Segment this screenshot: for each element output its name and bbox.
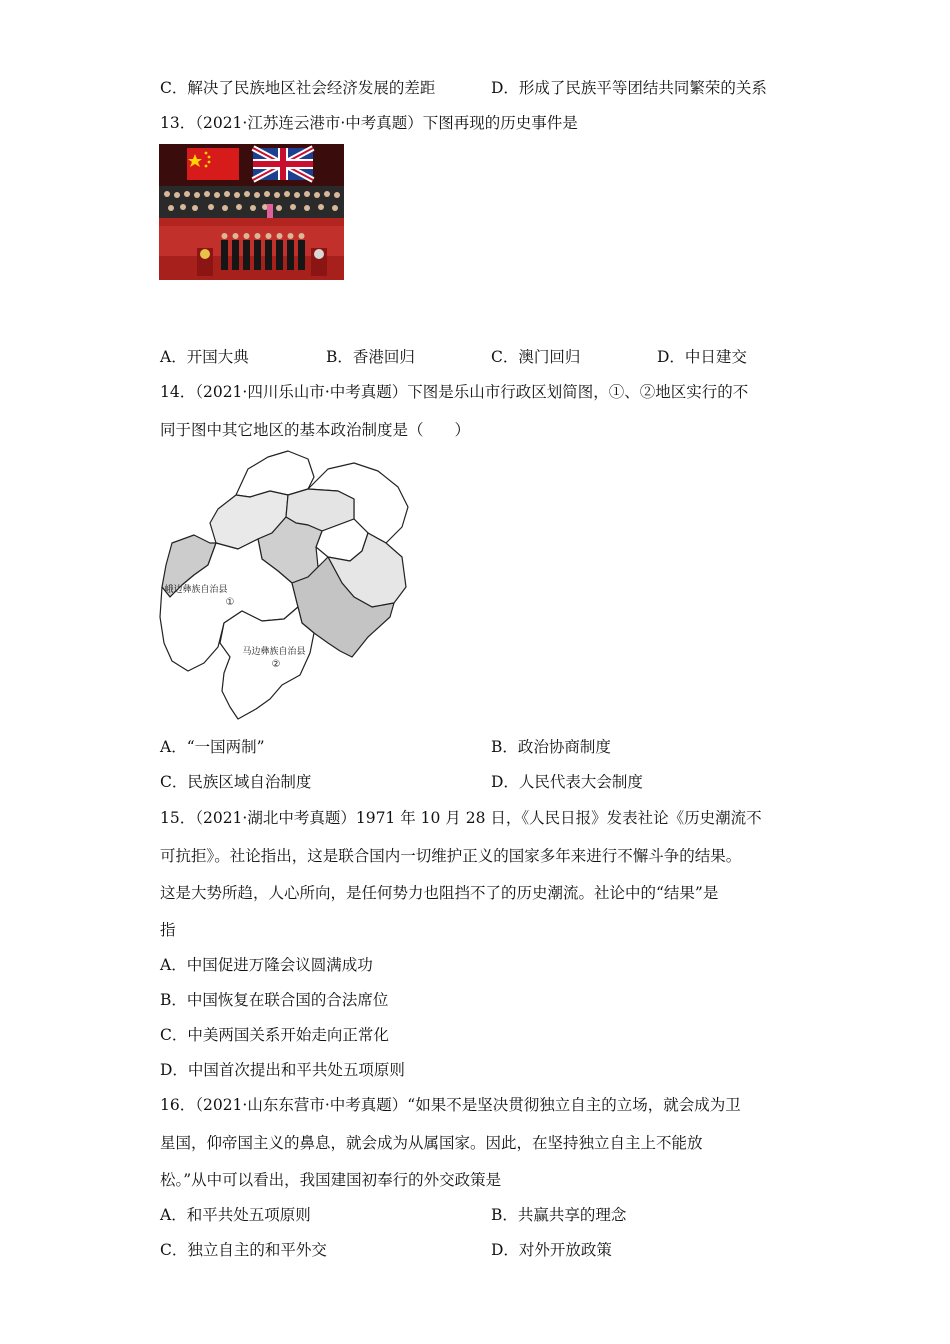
q14-option-a: A．“一国两制” bbox=[160, 738, 265, 756]
hong-kong-handover-photo bbox=[159, 144, 344, 280]
q16-option-a: A．和平共处五项原则 bbox=[160, 1206, 311, 1224]
map-label-ebian: 峨边彝族自治县 bbox=[164, 585, 228, 595]
q15-stem-line1: 15．（2021·湖北中考真题）1971 年 10 月 28 日，《人民日报》发表社论《历史潮流不 bbox=[160, 809, 762, 827]
q13-option-d: D．中日建交 bbox=[657, 348, 747, 366]
q15-option-d: D．中国首次提出和平共处五项原则 bbox=[160, 1061, 405, 1079]
q14-stem-line1: 14．（2021·四川乐山市·中考真题）下图是乐山市行政区划简图，①、②地区实行的不 bbox=[160, 383, 749, 401]
q16-stem-line3: 松。”从中可以看出，我国建国初奉行的外交政策是 bbox=[160, 1171, 502, 1189]
q13-stem: 13．（2021·江苏连云港市·中考真题）下图再现的历史事件是 bbox=[160, 114, 578, 132]
q15-stem-line2: 可抗拒》。社论指出，这是联合国内一切维护正义的国家多年来进行不懈斗争的结果。 bbox=[160, 847, 742, 865]
q16-stem-line2: 星国，仰帝国主义的鼻息，就会成为从属国家。因此，在坚持独立自主上不能放 bbox=[160, 1134, 703, 1152]
q15-option-b: B．中国恢复在联合国的合法席位 bbox=[160, 991, 389, 1009]
q15-option-c: C．中美两国关系开始走向正常化 bbox=[160, 1026, 389, 1044]
q13-option-b: B．香港回归 bbox=[326, 348, 415, 366]
map-label-mabian: 马边彝族自治县 bbox=[242, 647, 306, 657]
q14-option-c: C．民族区域自治制度 bbox=[160, 773, 312, 791]
map-mark-2: ② bbox=[271, 659, 281, 670]
q13-option-c: C．澳门回归 bbox=[491, 348, 581, 366]
q15-stem-line3: 这是大势所趋，人心所向，是任何势力也阻挡不了的历史潮流。社论中的“结果”是 bbox=[160, 884, 719, 902]
q12-option-c: C．解决了民族地区社会经济发展的差距 bbox=[160, 79, 436, 97]
q15-option-a: A．中国促进万隆会议圆满成功 bbox=[160, 956, 373, 974]
q14-stem-line2: 同于图中其它地区的基本政治制度是（ ） bbox=[160, 421, 471, 439]
q16-option-c: C．独立自主的和平外交 bbox=[160, 1241, 327, 1259]
q16-stem-line1: 16．（2021·山东东营市·中考真题）“如果不是坚决贯彻独立自主的立场，就会成为卫 bbox=[160, 1096, 741, 1114]
q13-option-a: A．开国大典 bbox=[160, 348, 249, 366]
q16-option-d: D．对外开放政策 bbox=[491, 1241, 612, 1259]
q14-option-b: B．政治协商制度 bbox=[491, 738, 611, 756]
q14-option-d: D．人民代表大会制度 bbox=[491, 773, 643, 791]
q12-option-d: D．形成了民族平等团结共同繁荣的关系 bbox=[491, 79, 767, 97]
map-mark-1: ① bbox=[225, 597, 235, 608]
leshan-admin-map bbox=[158, 447, 420, 722]
q15-stem-line4: 指 bbox=[160, 921, 176, 939]
q16-option-b: B．共赢共享的理念 bbox=[491, 1206, 627, 1224]
